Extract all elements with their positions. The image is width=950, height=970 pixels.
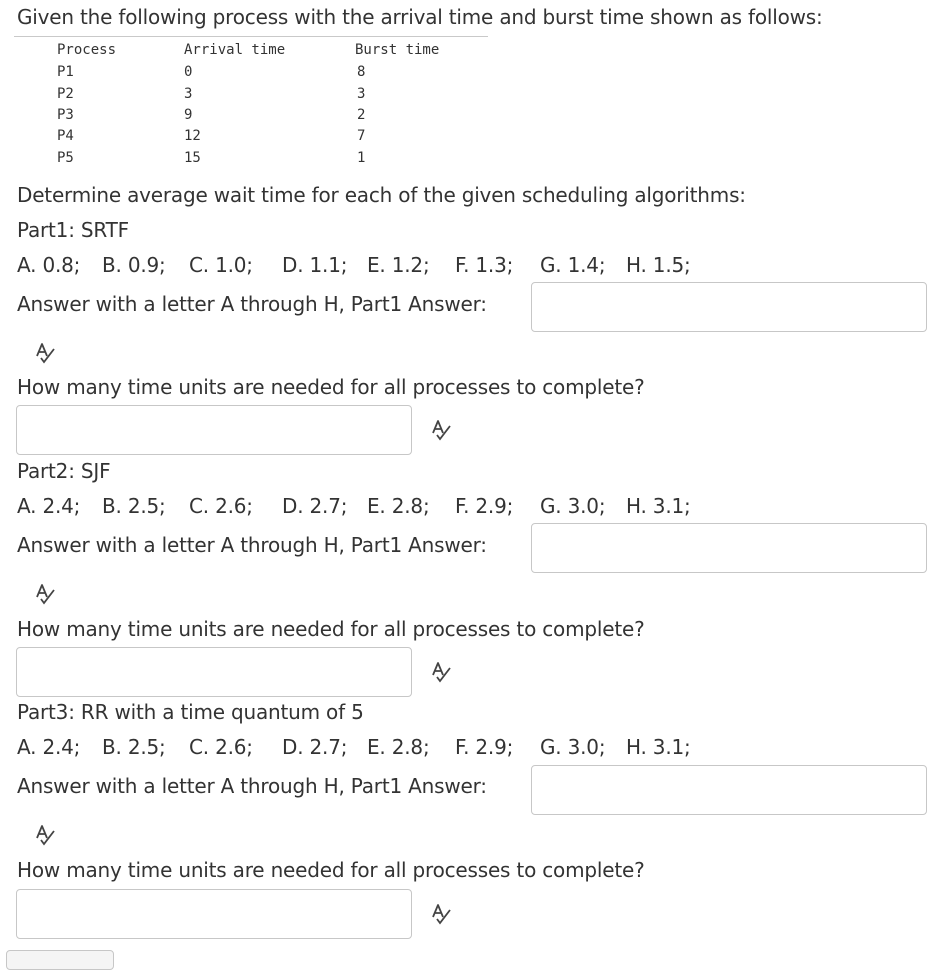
table-cell: 12 xyxy=(184,128,201,144)
choice: E. 2.8; xyxy=(367,735,430,759)
part2-completion-question: How many time units are needed for all processes to complete? xyxy=(17,617,645,641)
choice: A. 0.8; xyxy=(17,253,81,277)
spellcheck-icon[interactable] xyxy=(429,418,453,442)
table-cell: P2 xyxy=(57,86,74,102)
part1-title: Part1: SRTF xyxy=(17,218,129,242)
table-cell: 2 xyxy=(357,107,366,123)
table-cell: 8 xyxy=(357,64,366,80)
choice: H. 1.5; xyxy=(626,253,691,277)
spellcheck-icon[interactable] xyxy=(429,902,453,926)
table-header-process: Process xyxy=(57,42,117,58)
part3-completion-question: How many time units are needed for all processes to complete? xyxy=(17,858,645,882)
spellcheck-icon[interactable] xyxy=(33,582,57,606)
table-header-burst: Burst time xyxy=(355,42,440,58)
choice: G. 1.4; xyxy=(540,253,606,277)
table-cell: 15 xyxy=(184,150,201,166)
part3-title: Part3: RR with a time quantum of 5 xyxy=(17,700,364,724)
choice: E. 1.2; xyxy=(367,253,430,277)
table-cell: 3 xyxy=(184,86,193,102)
question-intro: Given the following process with the arrival time and burst time shown as follows: xyxy=(17,5,823,29)
part2-answer-input[interactable] xyxy=(531,523,927,573)
choice: G. 3.0; xyxy=(540,494,606,518)
table-cell: P1 xyxy=(57,64,74,80)
table-cell: 0 xyxy=(184,64,193,80)
choice: D. 2.7; xyxy=(282,735,348,759)
spellcheck-icon[interactable] xyxy=(33,823,57,847)
table-cell: P5 xyxy=(57,150,74,166)
spellcheck-icon[interactable] xyxy=(33,341,57,365)
choice: A. 2.4; xyxy=(17,494,81,518)
choice: D. 1.1; xyxy=(282,253,348,277)
part1-answer-label: Answer with a letter A through H, Part1 Answer: xyxy=(17,292,487,316)
choice: C. 2.6; xyxy=(189,494,253,518)
choice: B. 2.5; xyxy=(102,735,166,759)
part1-completion-input[interactable] xyxy=(16,405,412,455)
part1-completion-question: How many time units are needed for all processes to complete? xyxy=(17,375,645,399)
choice: A. 2.4; xyxy=(17,735,81,759)
choice: E. 2.8; xyxy=(367,494,430,518)
table-cell: P3 xyxy=(57,107,74,123)
choice: D. 2.7; xyxy=(282,494,348,518)
choice: H. 3.1; xyxy=(626,735,691,759)
table-cell: 9 xyxy=(184,107,193,123)
part2-completion-input[interactable] xyxy=(16,647,412,697)
choice: B. 0.9; xyxy=(102,253,166,277)
table-cell: 3 xyxy=(357,86,366,102)
part3-answer-input[interactable] xyxy=(531,765,927,815)
choice: C. 1.0; xyxy=(189,253,253,277)
part3-answer-label: Answer with a letter A through H, Part1 Answer: xyxy=(17,774,487,798)
table-cell: P4 xyxy=(57,128,74,144)
table-header-arrival: Arrival time xyxy=(184,42,286,58)
part3-completion-input[interactable] xyxy=(16,889,412,939)
choice: G. 3.0; xyxy=(540,735,606,759)
instruction-text: Determine average wait time for each of the given scheduling algorithms: xyxy=(17,183,746,207)
intro-divider xyxy=(14,36,488,37)
submit-button[interactable] xyxy=(6,950,114,970)
table-cell: 1 xyxy=(357,150,366,166)
choice: F. 1.3; xyxy=(455,253,514,277)
spellcheck-icon[interactable] xyxy=(429,660,453,684)
table-cell: 7 xyxy=(357,128,366,144)
part2-title: Part2: SJF xyxy=(17,459,111,483)
choice: F. 2.9; xyxy=(455,494,514,518)
choice: F. 2.9; xyxy=(455,735,514,759)
part1-answer-input[interactable] xyxy=(531,282,927,332)
choice: C. 2.6; xyxy=(189,735,253,759)
choice: B. 2.5; xyxy=(102,494,166,518)
choice: H. 3.1; xyxy=(626,494,691,518)
part2-answer-label: Answer with a letter A through H, Part1 Answer: xyxy=(17,533,487,557)
